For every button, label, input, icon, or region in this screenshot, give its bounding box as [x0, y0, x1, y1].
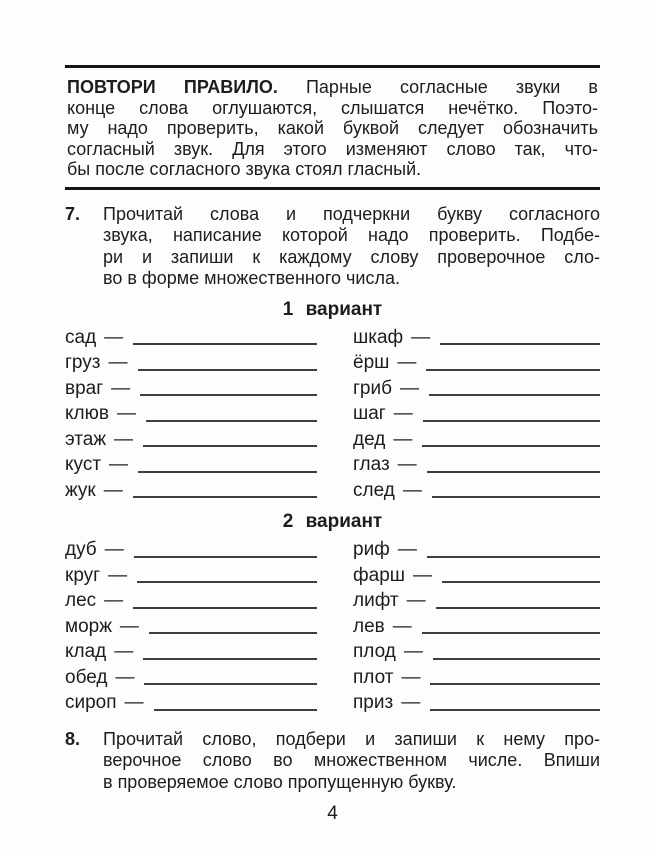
rule-text-line: [67, 77, 598, 98]
word-label: дуб: [65, 539, 97, 560]
variant-1-heading: 1 вариант: [282, 298, 383, 320]
answer-blank[interactable]: [134, 556, 317, 558]
variant-2-heading: 2 вариант: [282, 511, 383, 532]
dash-separator: —: [397, 352, 417, 373]
word-label: шкаф: [353, 326, 404, 348]
answer-blank[interactable]: [432, 496, 600, 498]
word-label: клад: [65, 641, 107, 662]
variant-1-left-column: [65, 325, 317, 504]
word-label: глаз: [353, 454, 390, 475]
instruction-line: во в форме множественного числа.: [103, 268, 400, 288]
dash-separator: —: [401, 692, 421, 713]
variant-2-rows: [65, 537, 600, 716]
word-row: [353, 478, 600, 504]
word-row: [65, 563, 317, 589]
word-label: сад: [65, 326, 97, 348]
word-row: [65, 401, 317, 427]
dash-separator: —: [406, 590, 426, 611]
answer-blank[interactable]: [133, 496, 317, 498]
page-content: [65, 0, 600, 825]
exercise-7-number: 7.: [65, 203, 81, 224]
word-row: [65, 325, 317, 351]
rule-box: [65, 65, 600, 190]
word-row: [353, 350, 600, 376]
dash-separator: —: [400, 377, 419, 399]
exercise-7-instructions: [103, 204, 600, 290]
exercise-8-number: 8.: [65, 728, 81, 749]
rule-text-line: му надо проверить, какой буквой следует обозначить: [67, 118, 598, 138]
answer-blank[interactable]: [436, 607, 600, 609]
dash-separator: —: [411, 326, 431, 348]
instruction-line: Прочитай слово, подбери и запиши к нему про-: [103, 728, 600, 749]
rule-text-line: согласный звук. Для этого изменяют слово так, что-: [67, 138, 598, 159]
dash-separator: —: [393, 428, 413, 450]
page-number: 4: [327, 803, 338, 824]
answer-blank[interactable]: [430, 709, 600, 711]
dash-separator: —: [413, 564, 433, 586]
word-row: [353, 401, 600, 427]
dash-separator: —: [403, 641, 423, 662]
answer-blank[interactable]: [143, 658, 317, 660]
rule-text-line: бы после согласного звука стоял гласный.: [67, 159, 422, 179]
dash-separator: —: [114, 428, 134, 450]
dash-separator: —: [104, 590, 124, 611]
word-label: сироп: [65, 692, 117, 713]
answer-blank[interactable]: [149, 632, 317, 634]
answer-blank[interactable]: [433, 658, 600, 660]
answer-blank[interactable]: [133, 343, 317, 345]
word-row: [353, 665, 600, 691]
word-row: [353, 325, 600, 351]
word-row: [65, 690, 317, 716]
dash-separator: —: [393, 403, 413, 424]
word-label: лев: [353, 615, 385, 637]
answer-blank[interactable]: [427, 471, 600, 473]
rule-text-line: конце слова оглушаются, слышатся нечётко. Поэто-: [67, 97, 598, 118]
word-label: лифт: [353, 590, 399, 611]
dash-separator: —: [103, 479, 123, 501]
answer-blank[interactable]: [429, 394, 600, 396]
dash-separator: —: [397, 454, 417, 475]
word-label: приз: [353, 692, 394, 713]
rule-lead-label: ПОВТОРИ ПРАВИЛО.: [67, 77, 278, 97]
word-label: гриб: [353, 377, 392, 399]
word-label: этаж: [65, 428, 107, 450]
answer-blank[interactable]: [427, 556, 600, 558]
dash-separator: —: [109, 454, 129, 475]
word-row: [65, 452, 317, 478]
dash-separator: —: [114, 641, 134, 662]
word-label: ёрш: [353, 352, 390, 373]
exercise-8-instructions: [103, 729, 600, 794]
dash-separator: —: [104, 326, 124, 348]
variant-1-right-column: [353, 325, 600, 504]
answer-blank[interactable]: [430, 683, 600, 685]
word-label: враг: [65, 377, 104, 399]
dash-separator: —: [124, 692, 144, 713]
answer-blank[interactable]: [423, 420, 600, 422]
answer-blank[interactable]: [422, 445, 600, 447]
answer-blank[interactable]: [144, 683, 317, 685]
word-row: [65, 614, 317, 640]
variant-2-left-column: [65, 537, 317, 716]
answer-blank[interactable]: [138, 369, 318, 371]
answer-blank[interactable]: [133, 607, 317, 609]
word-label: куст: [65, 454, 102, 475]
variant-1-rows: [65, 325, 600, 504]
word-label: шаг: [353, 403, 386, 424]
word-row: [353, 614, 600, 640]
word-row: [353, 639, 600, 665]
answer-blank[interactable]: [426, 369, 600, 371]
word-row: [65, 639, 317, 665]
word-label: груз: [65, 352, 101, 373]
word-row: [353, 690, 600, 716]
dash-separator: —: [397, 539, 417, 560]
word-row: [353, 376, 600, 402]
word-row: [65, 588, 317, 614]
answer-blank[interactable]: [442, 581, 600, 583]
instruction-line: звука, написание которой надо проверить. Подбе-: [103, 225, 600, 245]
answer-blank[interactable]: [440, 343, 600, 345]
word-row: [353, 427, 600, 453]
dash-separator: —: [104, 539, 124, 560]
word-row: [353, 563, 600, 589]
instruction-line: Прочитай слова и подчеркни букву согласного: [103, 203, 600, 224]
variant-2-right-column: [353, 537, 600, 716]
word-label: риф: [353, 539, 390, 560]
dash-separator: —: [111, 377, 131, 399]
answer-blank[interactable]: [146, 420, 317, 422]
dash-separator: —: [401, 666, 421, 688]
word-row: [65, 350, 317, 376]
word-label: жук: [65, 479, 96, 501]
word-row: [65, 427, 317, 453]
word-label: обед: [65, 666, 108, 688]
word-label: круг: [65, 564, 101, 586]
answer-blank[interactable]: [137, 581, 317, 583]
answer-blank[interactable]: [154, 709, 317, 711]
instruction-line: в проверяемое слово пропущенную букву.: [103, 771, 457, 792]
dash-separator: —: [402, 479, 422, 501]
dash-separator: —: [119, 615, 139, 637]
word-row: [65, 537, 317, 563]
answer-blank[interactable]: [138, 471, 317, 473]
word-row: [353, 452, 600, 478]
dash-separator: —: [108, 564, 128, 586]
dash-separator: —: [115, 666, 135, 688]
word-label: след: [353, 479, 395, 501]
word-label: плот: [353, 666, 394, 688]
instruction-line: ри и запиши к каждому слову проверочное сло-: [103, 246, 600, 267]
exercise-7: [65, 204, 600, 290]
rule-text-fragment: Парные согласные звуки в: [305, 77, 598, 97]
dash-separator: —: [108, 352, 128, 373]
word-row: [65, 478, 317, 504]
exercise-8: [65, 729, 600, 794]
word-row: [65, 665, 317, 691]
word-label: фарш: [353, 564, 406, 586]
dash-separator: —: [392, 615, 412, 637]
word-label: морж: [65, 615, 112, 637]
word-label: лес: [65, 590, 97, 611]
word-label: клюв: [65, 403, 109, 424]
word-label: дед: [353, 428, 386, 450]
dash-separator: —: [116, 403, 136, 424]
answer-blank[interactable]: [422, 632, 600, 634]
word-row: [353, 537, 600, 563]
instruction-line: верочное слово во множественном числе. Впиши: [103, 750, 600, 770]
word-row: [65, 376, 317, 402]
word-row: [353, 588, 600, 614]
answer-blank[interactable]: [143, 445, 317, 447]
answer-blank[interactable]: [140, 394, 317, 396]
word-label: плод: [353, 641, 396, 662]
